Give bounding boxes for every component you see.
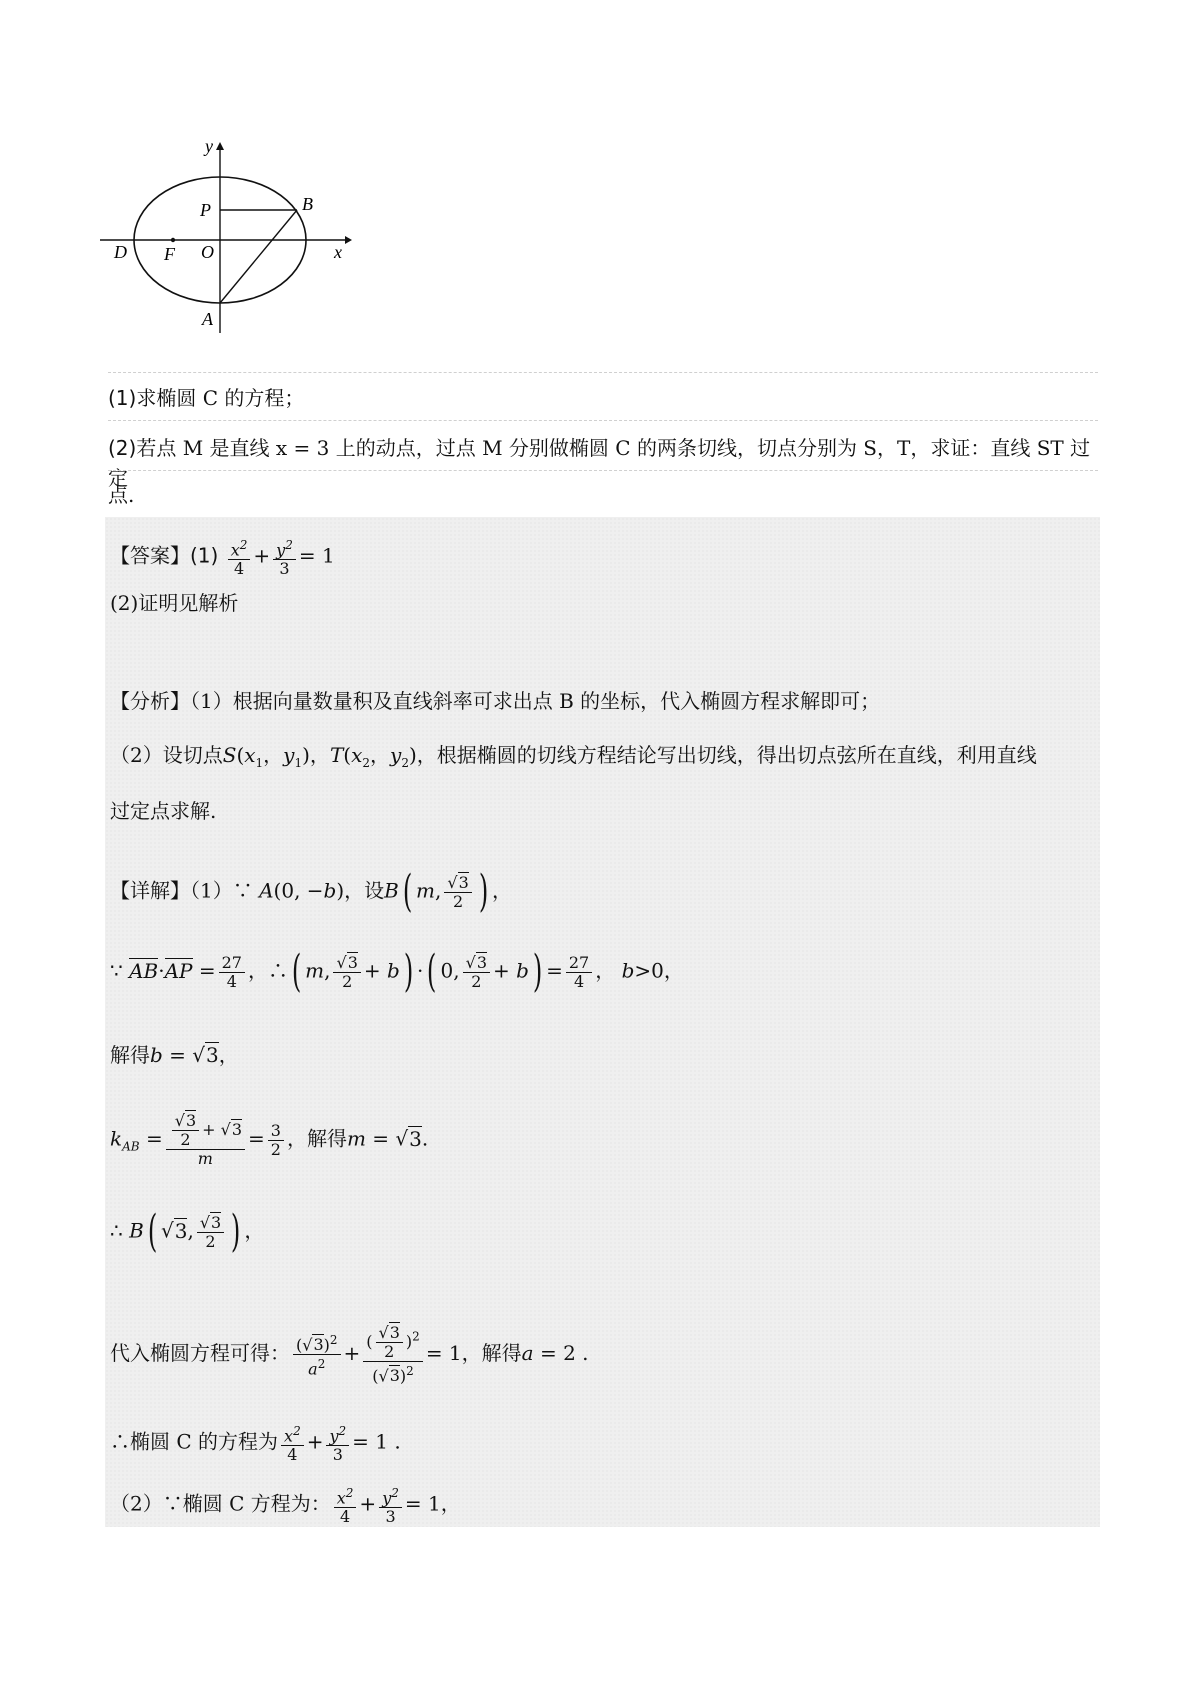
frac: $\frac{x^2}{4}$ — [334, 1484, 357, 1526]
frac: $\frac{27}{4}$ — [566, 954, 592, 991]
frac: $\frac{(√3)^2}{a^2}$ — [293, 1331, 341, 1379]
frac: $\frac{√3}{2}$ + √3 m — [166, 1112, 245, 1168]
detail-line-1: 【详解】（1）∵ A(0, −b)，设B( m, $\frac{√3}{2}$ ) ， — [110, 866, 512, 917]
frac: $\frac{3}{2}$ — [268, 1122, 284, 1159]
question-1: (1)求椭圆 C 的方程； — [108, 386, 305, 410]
y-axis-arrow — [216, 142, 224, 150]
label-y: y — [205, 140, 213, 156]
divider — [108, 372, 1098, 373]
detail-line-7: ∴椭圆 C 的方程为 $\frac{x^2}{4}$ + $\frac{y^2}{3}$ = 1 . — [110, 1424, 401, 1465]
frac: $\frac{x^2}{4}$ — [281, 1422, 304, 1464]
frac: $\frac{y^2}{3}$ — [379, 1484, 402, 1526]
label-b: B — [302, 194, 313, 214]
answer-line-2: (2)证明见解析 — [110, 591, 239, 615]
label-a: A — [202, 309, 213, 329]
analysis-line-1: 【分析】（1）根据向量数量积及直线斜率可求出点 B 的坐标，代入椭圆方程求解即可； — [110, 689, 881, 713]
divider — [108, 420, 1098, 421]
label-d: D — [114, 242, 127, 262]
label-f: F — [164, 244, 175, 264]
detail-line-6: 代入椭圆方程可得： $\frac{(√3)^2}{a^2}$ + ( $\frac{√3}{2}$ )$^2$ $(√3)^2$ = 1，解得a = 2 . — [110, 1323, 589, 1386]
detail-line-2: ∵ AB·AP = $\frac{27}{4}$ ，∴( m, $\frac{√3}{2}$ + b) ·( 0, $\frac{√3}{2}$ + b) = $\frac{27}{4}$ ， b>0， — [110, 946, 684, 997]
label-x: x — [334, 242, 342, 262]
label-o: O — [201, 242, 214, 262]
divider — [108, 470, 1098, 471]
frac: ( $\frac{√3}{2}$ )$^2$ $(√3)^2$ — [363, 1324, 423, 1385]
analysis-line-2: （2）设切点$S(x_1$，$y_1$)，$T(x_2$，$y_2$)，根据椭圆的切线方程结论写出切线，得出切点弦所在直线，利用直线 — [110, 743, 1037, 770]
x-axis-arrow — [345, 236, 352, 244]
frac: $\frac{√3}{2}$ — [197, 1214, 224, 1251]
detail-line-3: 解得b = √3， — [110, 1043, 239, 1067]
question-2: (2)若点 M 是直线 x = 3 上的动点，过点 M 分别做椭圆 C 的两条切线，切点分别为 S，T，求证：直线 ST 过定 — [108, 436, 1091, 490]
frac: $\frac{y^2}{3}$ — [273, 536, 296, 578]
answer-line-1: 【答案】(1) $\frac{x^2}{4}$ + $\frac{y^2}{3}$ = 1 — [110, 538, 335, 579]
ellipse-diagram — [100, 140, 390, 360]
focus-point — [171, 238, 175, 242]
detail-line-8: （2）∵椭圆 C 方程为： $\frac{x^2}{4}$ + $\frac{y^2}{3}$ = 1， — [110, 1486, 461, 1527]
detail-line-4: $k_{AB}$ = $\frac{√3}{2}$ + √3 m = $\frac{3}{2}$ ，解得m = √3. — [110, 1111, 429, 1168]
analysis-line-3: 过定点求解. — [110, 799, 217, 823]
frac: $\frac{√3}{2}$ — [444, 874, 471, 911]
frac: $\frac{27}{4}$ — [219, 954, 245, 991]
detail-line-5: ∴ B( √3, $\frac{√3}{2}$ ) ， — [110, 1206, 265, 1257]
question-2-cont: 点. — [108, 483, 135, 507]
frac: $\frac{y^2}{3}$ — [326, 1422, 349, 1464]
segment-ab — [220, 210, 297, 303]
frac: $\frac{x^2}{4}$ — [228, 536, 251, 578]
label-p: P — [200, 200, 211, 220]
frac: $\frac{√3}{2}$ — [333, 954, 360, 991]
frac: $\frac{√3}{2}$ — [463, 954, 490, 991]
